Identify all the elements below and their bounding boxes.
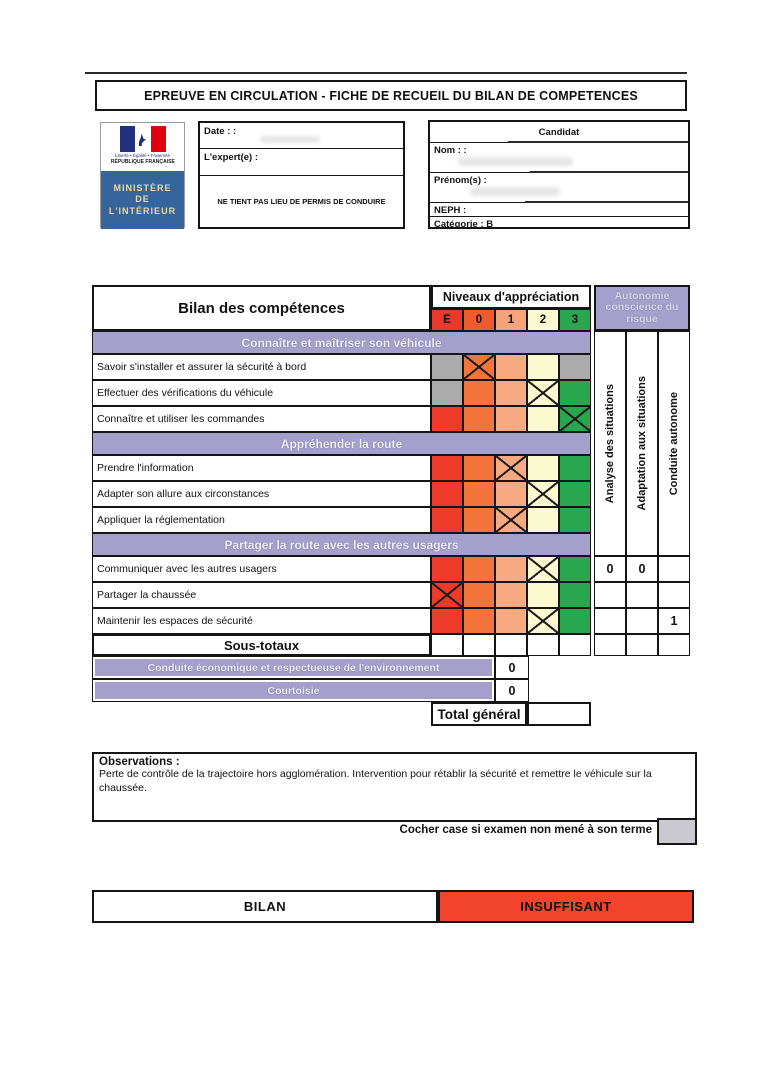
date-label: Date : :	[204, 126, 237, 137]
table-row	[92, 406, 591, 432]
redacted-date-value	[260, 136, 320, 143]
grade-cell	[527, 507, 559, 533]
competency-table	[92, 285, 591, 726]
grade-cell	[463, 354, 495, 380]
grade-cell	[463, 455, 495, 481]
grade-cell	[527, 380, 559, 406]
grade-cell	[431, 582, 463, 608]
level-col-1: 1	[495, 309, 527, 331]
courtesy-row	[92, 679, 529, 702]
prenom-field	[430, 173, 688, 203]
courtesy-label: Courtoisie	[95, 682, 492, 699]
redacted-name	[458, 157, 573, 166]
grade-cell	[527, 556, 559, 582]
autonomy-header: Autonomie conscience du risque	[594, 285, 690, 331]
table-row	[92, 507, 591, 533]
grade-cell	[431, 507, 463, 533]
grade-cell	[559, 455, 591, 481]
date-field	[200, 123, 403, 149]
subtotal-cell	[559, 634, 591, 656]
grade-cell	[559, 507, 591, 533]
observations-label: Observations :	[99, 756, 180, 768]
grade-cell	[431, 380, 463, 406]
grade-cell	[559, 582, 591, 608]
incomplete-exam-checkbox	[657, 818, 697, 845]
grade-cell	[463, 608, 495, 634]
ministry-logo	[100, 122, 185, 228]
subtotals-row	[92, 634, 591, 656]
expert-label: L'expert(e) :	[204, 152, 258, 163]
section-header-route: Appréhender la route	[92, 432, 591, 455]
autonomy-cell	[594, 582, 626, 608]
grade-cell	[495, 455, 527, 481]
grade-cell	[527, 481, 559, 507]
row-label: Prendre l'information	[92, 455, 431, 481]
row-label: Adapter son allure aux circonstances	[92, 481, 431, 507]
nom-field	[430, 143, 688, 173]
categorie-label: Catégorie : B	[434, 219, 494, 230]
write-line	[508, 141, 688, 143]
level-col-0: 0	[463, 309, 495, 331]
table-row	[92, 354, 591, 380]
section-header-usagers: Partager la route avec les autres usagers	[92, 533, 591, 556]
subtotal-cell	[463, 634, 495, 656]
row-label: Connaître et utiliser les commandes	[92, 406, 431, 432]
neph-field	[430, 203, 688, 217]
table-row	[92, 481, 591, 507]
autonomy-cell	[658, 556, 690, 582]
result-cell: INSUFFISANT	[438, 890, 694, 923]
autonomy-subtotal-cell	[658, 634, 690, 656]
flag-icon	[120, 126, 166, 152]
write-line	[525, 201, 688, 203]
grade-cell	[431, 608, 463, 634]
table-row	[92, 582, 591, 608]
table-row	[92, 455, 591, 481]
grade-cell	[463, 556, 495, 582]
grade-cell	[559, 406, 591, 432]
row-label: Communiquer avec les autres usagers	[92, 556, 431, 582]
grade-cell	[431, 354, 463, 380]
adaptation-column: Adaptation aux situations	[626, 331, 658, 556]
row-label: Effectuer des vérifications du véhicule	[92, 380, 431, 406]
grade-cell	[527, 582, 559, 608]
courtesy-value: 0	[495, 679, 529, 702]
grade-cell	[559, 380, 591, 406]
grand-total-value	[527, 702, 591, 726]
ministry-motto: Liberté • Égalité • Fraternité	[115, 153, 170, 159]
grade-cell	[495, 608, 527, 634]
autonomous-driving-column: Conduite autonome	[658, 331, 690, 556]
expert-field	[200, 149, 403, 176]
grade-cell	[463, 481, 495, 507]
grade-cell	[559, 481, 591, 507]
grade-cell	[463, 582, 495, 608]
autonomy-subtotal-cell	[626, 634, 658, 656]
eco-driving-label: Conduite économique et respectueuse de l'environnement	[95, 659, 492, 676]
row-label: Maintenir les espaces de sécurité	[92, 608, 431, 634]
observations-text: Perte de contrôle de la trajectoire hors agglomération. Intervention pour rétablir la sécurité et remettre le véhicule sur la chaussée.	[99, 768, 652, 794]
bilan-label-cell: BILAN	[92, 890, 438, 923]
grade-cell	[431, 481, 463, 507]
form-title-box	[95, 80, 687, 111]
grade-cell	[559, 556, 591, 582]
republic-label: RÉPUBLIQUE FRANÇAISE	[110, 159, 175, 165]
autonomy-cell: 0	[594, 556, 626, 582]
grade-cell	[495, 507, 527, 533]
candidate-box	[428, 120, 690, 229]
grade-cell	[495, 556, 527, 582]
section-header-vehicule: Connaître et maîtriser son véhicule	[92, 331, 591, 354]
write-line	[530, 171, 688, 173]
eco-driving-value: 0	[495, 656, 529, 679]
grade-cell	[463, 380, 495, 406]
nom-label: Nom : :	[434, 145, 467, 156]
grade-cell	[527, 455, 559, 481]
observations-box	[92, 752, 697, 822]
grade-cell	[559, 354, 591, 380]
grade-cell	[431, 556, 463, 582]
grand-total-row	[431, 702, 591, 726]
grade-cell	[495, 380, 527, 406]
table-row	[92, 556, 591, 582]
expert-box	[198, 121, 405, 229]
grade-cell	[495, 582, 527, 608]
categorie-field	[430, 217, 688, 231]
level-col-E: E	[431, 309, 463, 331]
grade-cell	[559, 608, 591, 634]
table-row	[92, 608, 591, 634]
grade-cell	[463, 507, 495, 533]
subtotal-cell	[527, 634, 559, 656]
autonomy-cell	[594, 608, 626, 634]
autonomy-cell	[626, 582, 658, 608]
incomplete-exam-label: Cocher case si examen non mené à son terme	[399, 824, 652, 836]
french-flag-emblem	[101, 123, 184, 171]
permit-notice: NE TIENT PAS LIEU DE PERMIS DE CONDUIRE	[217, 197, 386, 206]
grade-cell	[431, 455, 463, 481]
prenom-label: Prénom(s) :	[434, 175, 487, 186]
autonomy-cell: 1	[658, 608, 690, 634]
eco-driving-row	[92, 656, 529, 679]
autonomy-cell	[626, 608, 658, 634]
grade-cell	[431, 406, 463, 432]
grade-cell	[463, 406, 495, 432]
level-col-3: 3	[559, 309, 591, 331]
autonomy-cell: 0	[626, 556, 658, 582]
subtotal-cell	[495, 634, 527, 656]
levels-header: Niveaux d'appréciation	[431, 285, 591, 309]
top-divider	[85, 72, 687, 74]
form-title: EPREUVE EN CIRCULATION - FICHE DE RECUEIL DU BILAN DE COMPETENCES	[144, 88, 638, 103]
subtotal-cell	[431, 634, 463, 656]
grade-cell	[527, 354, 559, 380]
row-label: Partager la chaussée	[92, 582, 431, 608]
row-label: Appliquer la réglementation	[92, 507, 431, 533]
analysis-column: Analyse des situations	[594, 331, 626, 556]
redacted-prenom	[470, 187, 560, 196]
ministry-name-block	[101, 171, 184, 229]
row-label: Savoir s'installer et assurer la sécurité à bord	[92, 354, 431, 380]
table-row	[92, 380, 591, 406]
autonomy-cell	[658, 582, 690, 608]
level-col-2: 2	[527, 309, 559, 331]
grade-cell	[527, 406, 559, 432]
grade-cell	[495, 354, 527, 380]
ministry-name: MINISTÈRE DE L'INTÉRIEUR	[108, 183, 177, 216]
candidate-header: Candidat	[430, 122, 688, 143]
neph-label: NEPH :	[434, 205, 467, 216]
grade-cell	[527, 608, 559, 634]
autonomy-subtotal-cell	[594, 634, 626, 656]
grade-cell	[495, 481, 527, 507]
subtotals-label: Sous-totaux	[92, 634, 431, 656]
table-title: Bilan des compétences	[92, 285, 431, 331]
grand-total-label: Total général	[431, 702, 527, 726]
grade-cell	[495, 406, 527, 432]
